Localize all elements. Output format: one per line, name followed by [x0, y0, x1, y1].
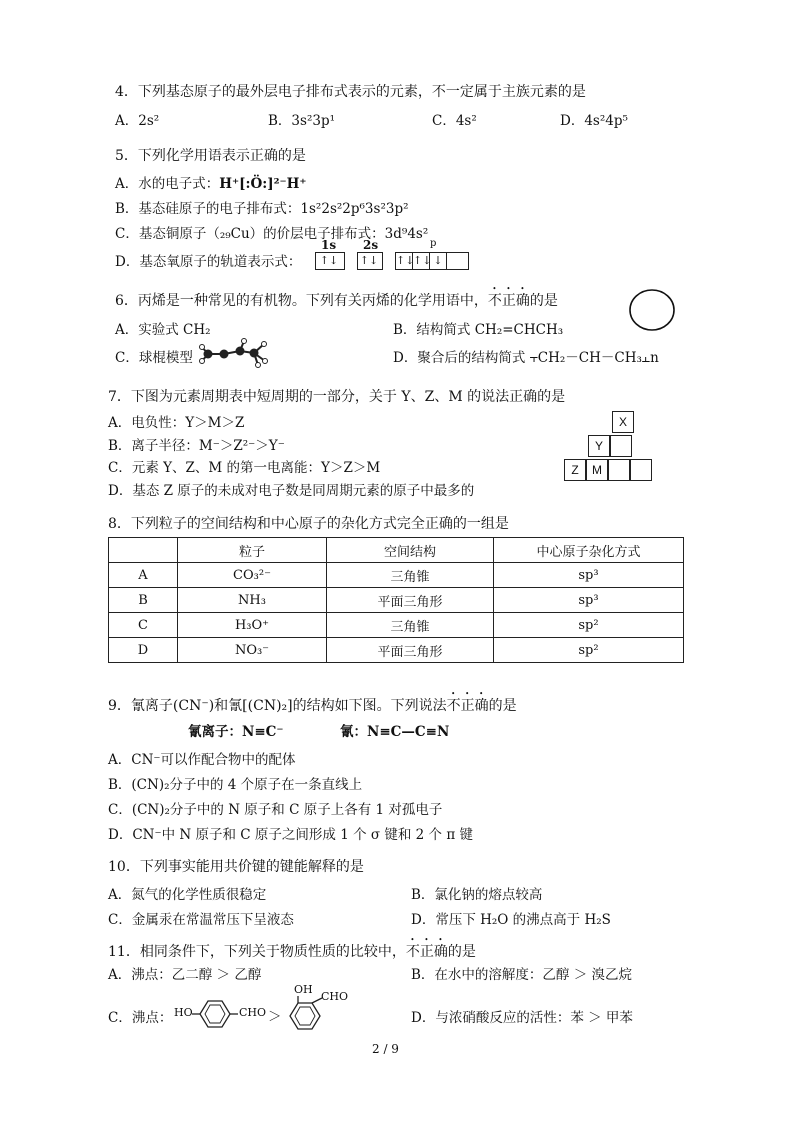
q10-option-a: A．氮气的化学性质很稳定: [108, 887, 267, 903]
ball-and-stick-model: [198, 336, 274, 368]
q6-stem-b: 的是: [529, 293, 558, 309]
q11-option-d: D．与浓硝酸反应的活性：苯 ＞ 甲苯: [411, 1010, 633, 1026]
q4-option-b: B．3s²3p¹: [268, 113, 335, 129]
table-cell: NH₃: [178, 588, 327, 613]
q6-stem-a: 6．丙烯是一种常见的有机物。下列有关丙烯的化学用语中，: [115, 293, 488, 309]
periodic-cell-z: Z: [564, 459, 586, 481]
q6-option-a: A．实验式 CH₂: [115, 322, 211, 338]
q7-stem: 7．下图为元素周期表中短周期的一部分，关于 Y、Z、M 的说法正确的是: [108, 389, 566, 405]
q5-option-b: B．基态硅原子的电子排布式：1s²2s²2p⁶3s²3p²: [115, 201, 409, 217]
q5-option-c: C．基态铜原子（₂₉Cu）的价层电子排布式：3d⁹4s²: [115, 226, 429, 242]
table-header: 粒子: [178, 538, 327, 563]
orbital-box-2p: ↑↓↑↓ ↓: [395, 252, 469, 270]
para-benzene-ring: [192, 996, 238, 1032]
q6-stem: [115, 285, 558, 310]
table-cell: C: [109, 613, 178, 638]
table-cell: 三角锥: [327, 563, 494, 588]
table-header-row: [109, 538, 684, 563]
q4-option-a: A．2s²: [115, 113, 160, 129]
q5-stem: 5．下列化学用语表示正确的是: [115, 148, 306, 164]
q9-stem-b: 的是: [488, 698, 517, 714]
table-cell: sp²: [494, 613, 684, 638]
q7-option-c: C．元素 Y、Z、M 的第一电离能：Y＞Z＞M: [108, 460, 381, 476]
q9-option-d: D．CN⁻中 N 原子和 C 原子之间形成 1 个 σ 键和 2 个 π 键: [108, 827, 473, 843]
table-cell: A: [109, 563, 178, 588]
ortho-cho-label: CHO: [321, 990, 349, 1003]
periodic-cell-m: M: [586, 459, 608, 481]
q9-option-c: C．(CN)₂分子中的 N 原子和 C 原子上各有 1 对孤电子: [108, 802, 443, 818]
table-header: 中心原子杂化方式: [494, 538, 684, 563]
table-row: [109, 613, 684, 638]
periodic-cell-empty: [610, 435, 632, 457]
periodic-cell-empty: [630, 459, 652, 481]
q8-stem: 8．下列粒子的空间结构和中心原子的杂化方式完全正确的一组是: [108, 516, 509, 532]
q7-option-b: B．离子半径：M⁻＞Z²⁻＞Y⁻: [108, 438, 285, 454]
table-row: [109, 563, 684, 588]
q7-option-d: D．基态 Z 原子的未成对电子数是同周期元素的原子中最多的: [108, 483, 475, 499]
q4-option-c: C．4s²: [432, 113, 477, 129]
periodic-cell-empty: [608, 459, 630, 481]
table-cell: B: [109, 588, 178, 613]
orbital-box-2s: ↑↓: [357, 252, 383, 270]
q9-stem: [108, 690, 517, 715]
cyanide-ion-structure: 氰离子：N≡C⁻: [188, 724, 284, 740]
q5-option-d: D．基态氧原子的轨道表示式：: [115, 254, 302, 270]
orbital-label-2s: 2s: [363, 238, 379, 252]
q11-stem-not: 不正确: [405, 944, 448, 960]
table-cell: 平面三角形: [327, 638, 494, 663]
orbital-box-1s: ↑↓: [315, 252, 345, 270]
q9-stem-a: 9．氰离子(CN⁻)和氰[(CN)₂]的结构如下图。下列说法: [108, 698, 447, 714]
q8-table: [108, 537, 684, 663]
q10-stem: 10．下列事实能用共价键的键能解释的是: [108, 859, 364, 875]
orbital-label-p: p: [430, 238, 437, 249]
table-cell: NO₃⁻: [178, 638, 327, 663]
table-cell: sp³: [494, 588, 684, 613]
table-row: [109, 588, 684, 613]
q6-stem-not: 不正确: [487, 293, 530, 309]
q6-option-b: B．结构简式 CH₂=CHCH₃: [393, 322, 564, 338]
table-header: [109, 538, 178, 563]
table-header: 空间结构: [327, 538, 494, 563]
q4-stem: 4．下列基态原子的最外层电子排布式表示的元素，不一定属于主族元素的是: [115, 84, 586, 100]
ortho-oh-label: OH: [294, 983, 313, 996]
q9-option-a: A．CN⁻可以作配合物中的配体: [108, 752, 296, 768]
q10-option-c: C．金属汞在常温常压下呈液态: [108, 912, 294, 928]
q5-option-a-label: A．水的电子式：: [115, 176, 220, 192]
page-number: 2 / 9: [372, 1042, 399, 1056]
q4-option-d: D．4s²4p⁵: [560, 113, 628, 129]
table-cell: CO₃²⁻: [178, 563, 327, 588]
q6-option-c: C．球棍模型: [115, 350, 193, 366]
q7-option-a: A．电负性：Y＞M＞Z: [108, 415, 245, 431]
comparison-symbol: ＞: [268, 1009, 282, 1025]
table-cell: sp³: [494, 563, 684, 588]
q11-stem-b: 的是: [447, 944, 476, 960]
para-ho-label: HO: [174, 1006, 193, 1019]
cyanogen-structure: 氰：N≡C—C≡N: [340, 724, 450, 740]
q5-option-a: [115, 172, 307, 192]
para-cho-label: CHO: [239, 1006, 267, 1019]
q11-option-b: B．在水中的溶解度：乙醇 ＞ 溴乙烷: [411, 967, 633, 983]
table-cell: sp²: [494, 638, 684, 663]
q10-option-d: D．常压下 H₂O 的沸点高于 H₂S: [411, 912, 611, 928]
table-cell: D: [109, 638, 178, 663]
periodic-cell-y: Y: [588, 435, 610, 457]
q11-option-a: A．沸点：乙二醇 ＞ 乙醇: [108, 967, 262, 983]
water-electron-formula: H⁺[:Ö:]²⁻H⁺: [219, 176, 307, 192]
table-cell: 三角锥: [327, 613, 494, 638]
q10-option-b: B．氯化钠的熔点较高: [411, 887, 543, 903]
table-row: [109, 638, 684, 663]
q11-option-c-label: C．沸点：: [108, 1010, 173, 1026]
table-cell: H₃O⁺: [178, 613, 327, 638]
hand-drawn-circle: [626, 286, 678, 334]
q11-stem: [108, 936, 476, 961]
orbital-label-1s: 1s: [321, 238, 337, 252]
q11-stem-a: 11．相同条件下，下列关于物质性质的比较中，: [108, 944, 406, 960]
periodic-cell-x: X: [612, 411, 634, 433]
q9-stem-not: 不正确: [446, 698, 489, 714]
table-cell: 平面三角形: [327, 588, 494, 613]
q6-option-d: D．聚合后的结构简式 ⫟CH₂－CH－CH₃⫠n: [393, 350, 659, 366]
q9-option-b: B．(CN)₂分子中的 4 个原子在一条直线上: [108, 777, 363, 793]
